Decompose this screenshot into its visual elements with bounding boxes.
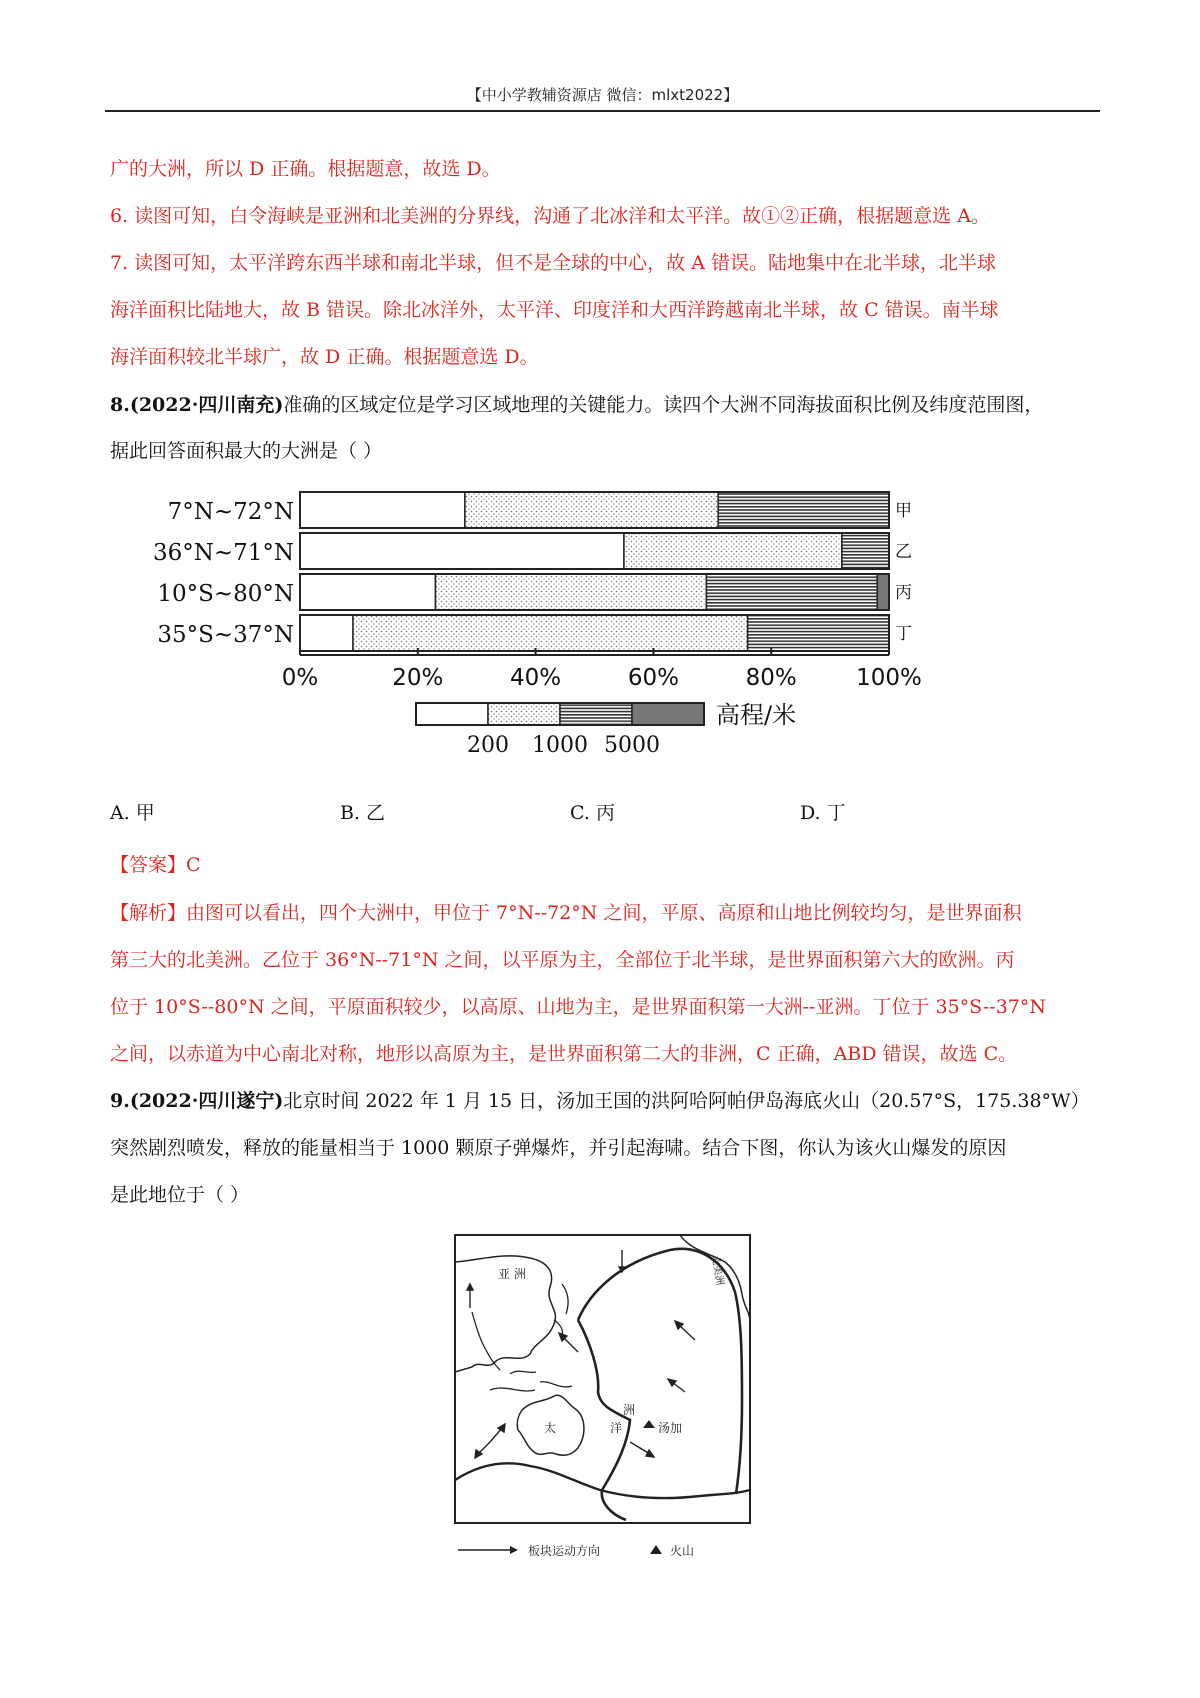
question-9-text: 北京时间 2022 年 1 月 15 日，汤加王国的洪阿哈阿帕伊岛海底火山（20.57°S，175.38°W） — [283, 1090, 1090, 1112]
bar-segment-2-3 — [842, 533, 889, 569]
legend-swatch — [488, 703, 560, 725]
bar-segment-3-3 — [706, 574, 877, 610]
analysis-label: 【解析】 — [110, 902, 187, 924]
bar-segment-3-4 — [877, 574, 889, 610]
bar-segment-1-2 — [465, 492, 718, 528]
page-header: 【中小学教辅资源店 微信：mlxt2022】 — [466, 86, 739, 104]
option-a: A. 甲 — [110, 802, 155, 824]
analysis-text: 由图可以看出，四个大洲中，甲位于 7°N--72°N 之间，平原、高原和山地比例较均匀，是世界面积 — [186, 902, 1022, 924]
bar-segment-2-1 — [300, 533, 624, 569]
category-label: 36°N~71°N — [152, 540, 294, 566]
analysis-line-3: 位于 10°S--80°N 之间，平原面积较少，以高原、山地为主，是世界面积第一大洲--亚洲。丁位于 35°S--37°N — [110, 996, 1047, 1018]
answer-label: 【答案】 — [110, 854, 187, 876]
legend-arrow-label: 板块运动方向 — [528, 1544, 601, 1558]
option-b: B. 乙 — [340, 802, 386, 824]
answer-value: C — [186, 854, 201, 876]
category-label: 35°S~37°N — [157, 622, 294, 648]
continent-label: 丙 — [895, 583, 912, 603]
question-9-source: 9.(2022·四川遂宁) — [110, 1090, 284, 1112]
question-8-line-1 — [110, 392, 1043, 418]
question-9-line-2: 突然剧烈喷发，释放的能量相当于 1000 颗原子弹爆炸，并引起海啸。结合下图，你认为该火山爆发的原因 — [110, 1137, 1007, 1159]
label-tonga: 汤加 — [658, 1421, 683, 1435]
legend-swatch — [416, 703, 488, 725]
text-line: 海洋面积较北半球广，故 D 正确。根据题意选 D。 — [110, 346, 539, 368]
question-8-source: 8.(2022·四川南充) — [110, 394, 284, 416]
analysis-line-1 — [110, 900, 1021, 926]
bar-segment-1-3 — [718, 492, 889, 528]
label-north-america: 北美洲 — [709, 1254, 726, 1287]
bar-segment-4-3 — [748, 615, 889, 651]
question-9-line-1 — [110, 1088, 1090, 1114]
legend-title: 高程/米 — [716, 701, 797, 729]
option-c: C. 丙 — [570, 802, 615, 824]
label-asia: 亚 洲 — [498, 1267, 526, 1281]
question-8-text: 准确的区域定位是学习区域地理的关键能力。读四个大洲不同海拔面积比例及纬度范围图， — [283, 394, 1044, 416]
label-zhou: 洲 — [623, 1403, 636, 1417]
analysis-line-2: 第三大的北美洲。乙位于 36°N--71°N 之间，以平原为主，全部位于北半球，是世界面积第六大的欧洲。丙 — [110, 949, 1015, 971]
elevation-chart — [152, 490, 1030, 780]
continent-label: 乙 — [895, 542, 912, 562]
x-tick-label: 0% — [281, 665, 319, 691]
legend-volcano-label: 火山 — [670, 1544, 695, 1558]
header-rule — [105, 110, 1100, 112]
option-d: D. 丁 — [800, 802, 846, 824]
pacific-plate-boundary — [578, 1249, 742, 1494]
legend-break-label: 5000 — [604, 733, 660, 758]
continent-label: 甲 — [895, 501, 912, 521]
category-label: 10°S~80°N — [157, 581, 294, 607]
x-tick-label: 20% — [392, 665, 444, 691]
map-legend — [458, 1543, 694, 1558]
label-yang: 洋 — [610, 1421, 623, 1435]
x-tick-label: 80% — [745, 665, 797, 691]
question-8-line-2: 据此回答面积最大的大洲是（ ） — [110, 440, 383, 462]
bar-segment-3-2 — [435, 574, 706, 610]
text-line: 广的大洲，所以 D 正确。根据题意，故选 D。 — [110, 158, 501, 180]
text-line: 7. 读图可知，太平洋跨东西半球和南北半球，但不是全球的中心，故 A 错误。陆地集中在北半球，北半球 — [110, 252, 996, 274]
legend-break-label: 200 — [467, 733, 509, 758]
volcano-marker — [643, 1420, 655, 1428]
legend-swatch — [560, 703, 632, 725]
text-line: 海洋面积比陆地大，故 B 错误。除北冰洋外，太平洋、印度洋和大西洋跨越南北半球，故 C 错误。南半球 — [110, 299, 999, 321]
x-tick-label: 60% — [627, 665, 679, 691]
bar-segment-3-1 — [300, 574, 435, 610]
bar-segment-4-1 — [300, 615, 353, 651]
x-tick-label: 100% — [856, 665, 922, 691]
bar-segment-4-2 — [353, 615, 748, 651]
analysis-line-4: 之间，以赤道为中心南北对称，地形以高原为主，是世界面积第二大的非洲，C 正确，ABD 错误，故选 C。 — [110, 1043, 1018, 1065]
bar-segment-2-2 — [624, 533, 842, 569]
answer-line — [110, 852, 201, 878]
question-9-line-3: 是此地位于（ ） — [110, 1184, 250, 1206]
continent-label: 丁 — [895, 624, 912, 644]
label-tai: 太 — [544, 1421, 557, 1435]
legend-break-label: 1000 — [532, 733, 588, 758]
japan-islands — [554, 1284, 568, 1336]
text-line: 6. 读图可知，白令海峡是亚洲和北美洲的分界线，沟通了北冰洋和太平洋。故①②正确，根据题意选 A。 — [110, 205, 990, 227]
indonesia-islands — [490, 1371, 572, 1391]
category-label: 7°N~72°N — [167, 499, 294, 525]
legend-swatch — [632, 703, 704, 725]
x-tick-label: 40% — [510, 665, 562, 691]
bar-segment-1-1 — [300, 492, 465, 528]
plate-map — [450, 1232, 760, 1572]
